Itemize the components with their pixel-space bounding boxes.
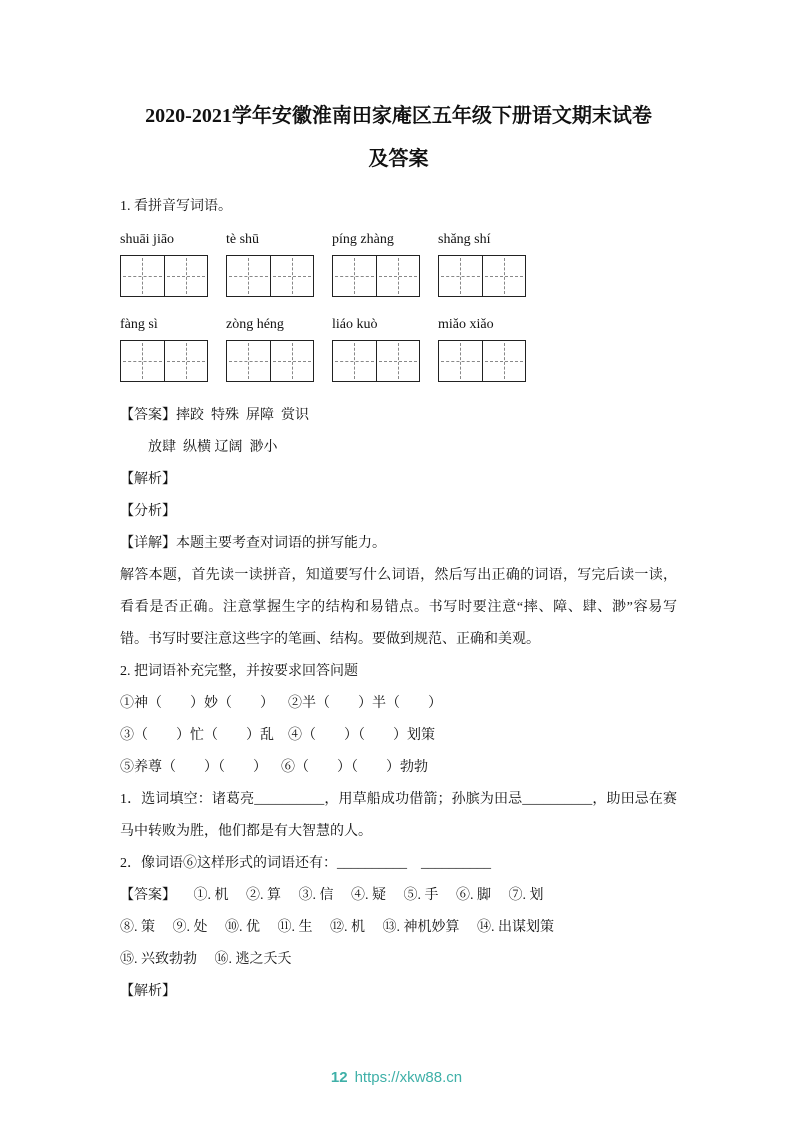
question1-heading: 1. 看拼音写词语。 xyxy=(120,199,232,214)
question2-answers-line1: 【答案】 ①. 机 ②. 算 ③. 信 ④. 疑 ⑤. 手 ⑥. 脚 ⑦. 划 xyxy=(120,888,544,903)
writing-box xyxy=(332,255,420,297)
pinyin-word: shǎng shí xyxy=(438,232,491,247)
question2-blanks-line2: ③（ ）忙（ ）乱 ④（ ）（ ）划策 xyxy=(120,728,435,743)
pinyin-word: shuāi jiāo xyxy=(120,232,175,247)
document-title-line1: 2020-2021学年安徽淮南田家庵区五年级下册语文期末试卷 xyxy=(145,105,652,127)
writing-cell xyxy=(227,341,270,381)
writing-cell xyxy=(121,256,164,296)
writing-cell xyxy=(164,341,208,381)
writing-box xyxy=(332,340,420,382)
question2-sub-question2: 2．像词语⑥这样形式的词语还有：__________ __________ xyxy=(120,856,491,871)
pinyin-word: zòng héng xyxy=(226,317,284,332)
writing-cell xyxy=(333,341,376,381)
question2-analysis-label: 【解析】 xyxy=(120,984,176,999)
question2-sub-question1: 1．选词填空：诸葛亮__________，用草船成功借箭；孙膑为田忌__________，助田忌在赛马中转败为胜，他们都是有大智慧的人。 xyxy=(120,792,677,839)
writing-box xyxy=(120,340,208,382)
writing-cell xyxy=(376,256,420,296)
writing-cell xyxy=(121,341,164,381)
question1-pinyin-row2 xyxy=(120,315,677,335)
pinyin-word: fàng sì xyxy=(120,317,158,332)
page-footer xyxy=(0,1069,793,1086)
writing-cell xyxy=(482,341,526,381)
page-number: 12 xyxy=(330,1069,348,1086)
writing-box xyxy=(438,255,526,297)
question1-analysis-label: 【解析】 xyxy=(120,472,176,487)
writing-cell xyxy=(439,341,482,381)
question2-answers-line2: ⑧. 策 ⑨. 处 ⑩. 优 ⑪. 生 ⑫. 机 ⑬. 神机妙算 ⑭. 出谋划策 xyxy=(120,920,554,935)
writing-cell xyxy=(270,341,314,381)
question1-answer-line1: 【答案】摔跤 特殊 屏障 赏识 xyxy=(120,408,309,423)
question2-blanks-line1: ①神（ ）妙（ ） ②半（ ）半（ ） xyxy=(120,696,442,711)
pinyin-word: píng zhàng xyxy=(332,232,394,247)
writing-box xyxy=(120,255,208,297)
writing-cell xyxy=(482,256,526,296)
question1-writing-boxes-row1 xyxy=(120,255,677,297)
question1-breakdown-label: 【分析】 xyxy=(120,504,176,519)
writing-box xyxy=(226,340,314,382)
writing-box xyxy=(226,255,314,297)
question2-answers-line3: ⑮. 兴致勃勃 ⑯. 逃之夭夭 xyxy=(120,952,292,967)
pinyin-word: miǎo xiǎo xyxy=(438,317,494,332)
pinyin-word: liáo kuò xyxy=(332,317,378,332)
writing-cell xyxy=(164,256,208,296)
document-title xyxy=(120,95,677,181)
question2-blanks-line3: ⑤养尊（ ）（ ） ⑥（ ）（ ）勃勃 xyxy=(120,760,428,775)
pinyin-word: tè shū xyxy=(226,232,260,247)
question2-heading: 2. 把词语补充完整，并按要求回答问题 xyxy=(120,664,358,679)
writing-cell xyxy=(227,256,270,296)
question1-answer-line2: 放肆 纵横 辽阔 渺小 xyxy=(148,440,278,455)
question1-detail-line: 【详解】本题主要考查对词语的拼写能力。 xyxy=(120,536,386,551)
footer-url[interactable]: https://xkw88.cn xyxy=(354,1069,463,1086)
document-title-line2: 及答案 xyxy=(368,148,429,170)
question1-writing-boxes-row2 xyxy=(120,340,677,382)
question1-explanation: 解答本题，首先读一读拼音，知道要写什么词语，然后写出正确的词语，写完后读一读，看看是否正确。注意掌握生字的结构和易错点。书写时要注意“摔、障、肆、渺”容易写错。书写时要注意这些字的笔画、结构。要做到规范、正确和美观。 xyxy=(120,568,677,647)
writing-box xyxy=(438,340,526,382)
writing-cell xyxy=(376,341,420,381)
writing-cell xyxy=(439,256,482,296)
writing-cell xyxy=(270,256,314,296)
writing-cell xyxy=(333,256,376,296)
question1-pinyin-row1 xyxy=(120,230,677,250)
